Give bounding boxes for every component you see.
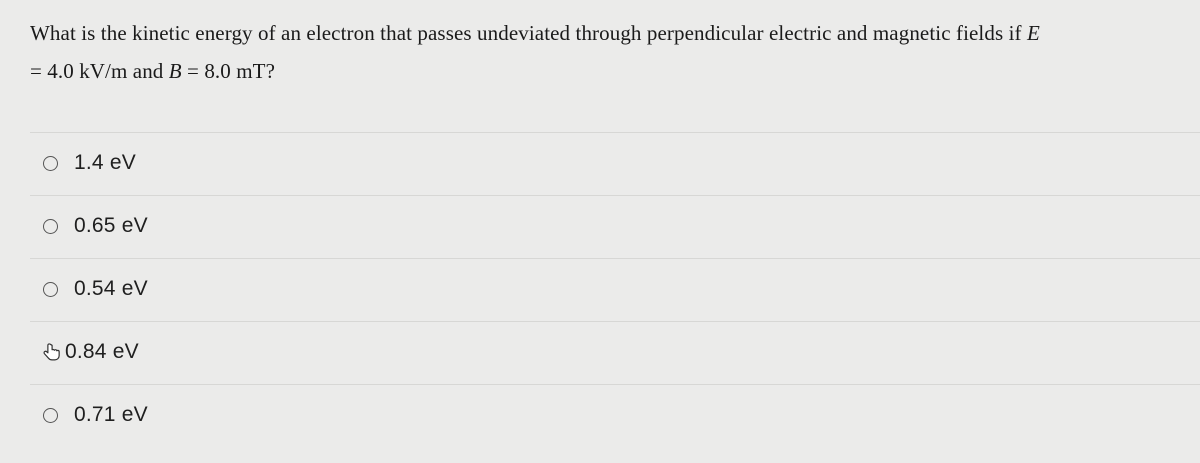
question-line-2-prefix: = 4.0 kV/m and xyxy=(30,59,169,83)
radio-button-icon[interactable] xyxy=(43,282,58,297)
option-1[interactable] xyxy=(30,132,1200,194)
radio-button-icon[interactable] xyxy=(43,219,58,234)
option-label: 0.84 eV xyxy=(65,340,139,363)
option-label: 1.4 eV xyxy=(74,151,136,174)
question-line-1 xyxy=(30,14,1190,52)
variable-b: B xyxy=(168,59,182,83)
radio-button-icon[interactable] xyxy=(43,156,58,171)
variable-e: E xyxy=(1026,21,1040,45)
option-label: 0.71 eV xyxy=(74,403,148,426)
option-label: 0.54 eV xyxy=(74,277,148,300)
radio-button-icon[interactable] xyxy=(43,408,58,423)
question-line-1-text: What is the kinetic energy of an electron that passes undeviated through perpendicular electric and magnetic fields if xyxy=(30,21,1027,45)
question-line-2-suffix: = 8.0 mT? xyxy=(181,59,276,83)
option-2[interactable] xyxy=(30,195,1200,257)
option-4[interactable] xyxy=(30,321,1200,383)
hand-cursor-icon xyxy=(41,341,63,363)
option-5[interactable] xyxy=(30,384,1200,446)
option-3[interactable] xyxy=(30,258,1200,320)
question-line-2 xyxy=(30,52,1190,90)
option-label: 0.65 eV xyxy=(74,214,148,237)
question-text xyxy=(30,14,1190,90)
